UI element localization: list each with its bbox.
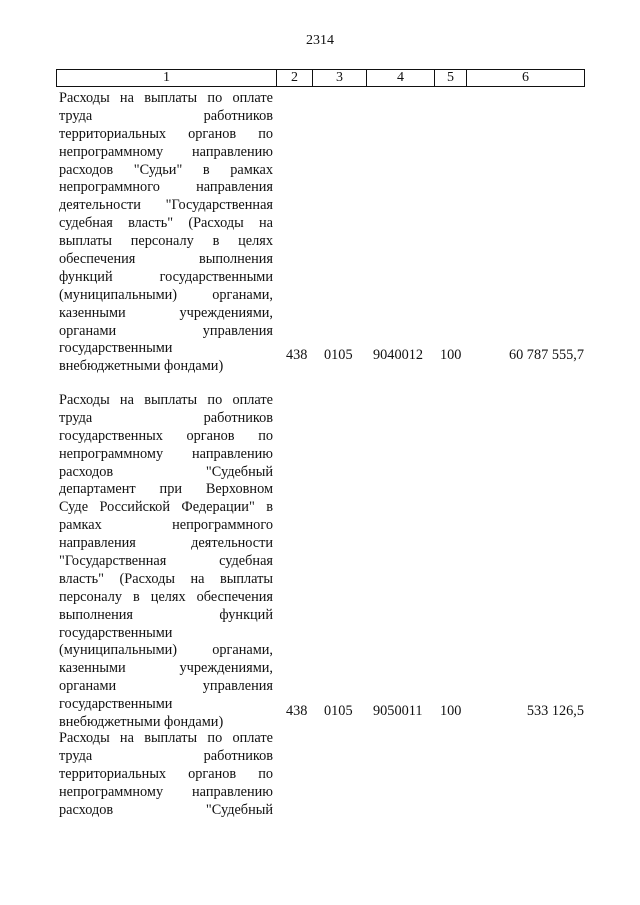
entry-2-line: органами управления [59, 678, 273, 695]
entry-2-line: департамент при Верховном [59, 481, 273, 498]
entry-2-line: направления деятельности [59, 535, 273, 552]
entry-1-line: внебюджетными фондами) [59, 358, 224, 375]
entry-1-line: обеспечения выполнения [59, 251, 273, 268]
entry-1-line: непрограммному направлению [59, 143, 273, 160]
entry-2-col-2: 438 [286, 703, 308, 719]
entry-3-line: непрограммному направлению [59, 783, 273, 800]
column-header-4: 4 [367, 70, 435, 87]
entry-2-line: власть" (Расходы на выплаты [59, 570, 273, 587]
entry-1-line: судебная власть" (Расходы на [59, 215, 273, 232]
entry-2-line: "Государственная судебная [59, 553, 273, 570]
entry-2-line: труда работников [59, 409, 273, 426]
page-number: 2314 [306, 33, 334, 48]
entry-2-line: государственных органов по [59, 427, 273, 444]
entry-2-col-3: 0105 [324, 703, 353, 719]
entry-2-line: государственными [59, 624, 173, 641]
entry-1-line: деятельности "Государственная [59, 197, 273, 214]
column-header-3: 3 [313, 70, 367, 87]
entry-1-col-3: 0105 [324, 347, 353, 363]
entry-1-line: Расходы на выплаты по оплате [59, 90, 273, 106]
entry-1-col-2: 438 [286, 347, 308, 363]
entry-1-line: выплаты персоналу в целях [59, 233, 273, 250]
entry-2-line: расходов "Судебный [59, 463, 273, 480]
entry-2-line: государственными [59, 696, 173, 713]
entry-1-line: расходов "Судьи" в рамках [59, 161, 273, 178]
entry-3-line: территориальных органов по [59, 765, 273, 782]
entry-2-line: рамках непрограммного [59, 517, 273, 534]
entry-2-col-5: 100 [440, 703, 462, 719]
entry-1-col-5: 100 [440, 347, 462, 363]
entry-2-line: персоналу в целях обеспечения [59, 588, 273, 605]
entry-2-line: выполнения функций [59, 606, 273, 623]
column-header-1: 1 [57, 70, 277, 87]
entry-2-line: внебюджетными фондами) [59, 714, 224, 731]
column-header-6: 6 [467, 70, 585, 87]
entry-1-line: функций государственными [59, 268, 273, 285]
entry-2-line: казенными учреждениями, [59, 660, 273, 677]
entry-1-line: территориальных органов по [59, 125, 273, 142]
entry-2-description [59, 392, 273, 732]
entry-2-line: Суде Российской Федерации" в [59, 499, 273, 516]
entry-2-col-4: 9050011 [373, 703, 423, 719]
entry-1-line: труда работников [59, 107, 273, 124]
entry-1-line: государственными [59, 340, 173, 357]
entry-2-line: Расходы на выплаты по оплате [59, 392, 273, 408]
entry-1-col-6: 60 787 555,7 [508, 347, 584, 363]
entry-3-line: труда работников [59, 747, 273, 764]
entry-2-line: непрограммному направлению [59, 445, 273, 462]
entry-1-line: непрограммного направления [59, 179, 273, 196]
column-header-2: 2 [277, 70, 313, 87]
entry-1-line: казенными учреждениями, [59, 304, 273, 321]
entry-1-line: (муниципальными) органами, [59, 286, 273, 303]
entry-2-line: (муниципальными) органами, [59, 642, 273, 659]
entry-3-description [59, 730, 273, 819]
entry-1-col-4: 9040012 [373, 347, 424, 363]
entry-2-col-6: 533 126,5 [526, 703, 584, 719]
entry-3-line: расходов "Судебный [59, 801, 273, 818]
column-header-5: 5 [435, 70, 467, 87]
column-header-row [56, 69, 585, 87]
entry-1-description [59, 90, 273, 376]
entry-3-line: Расходы на выплаты по оплате [59, 730, 273, 746]
entry-1-line: органами управления [59, 322, 273, 339]
